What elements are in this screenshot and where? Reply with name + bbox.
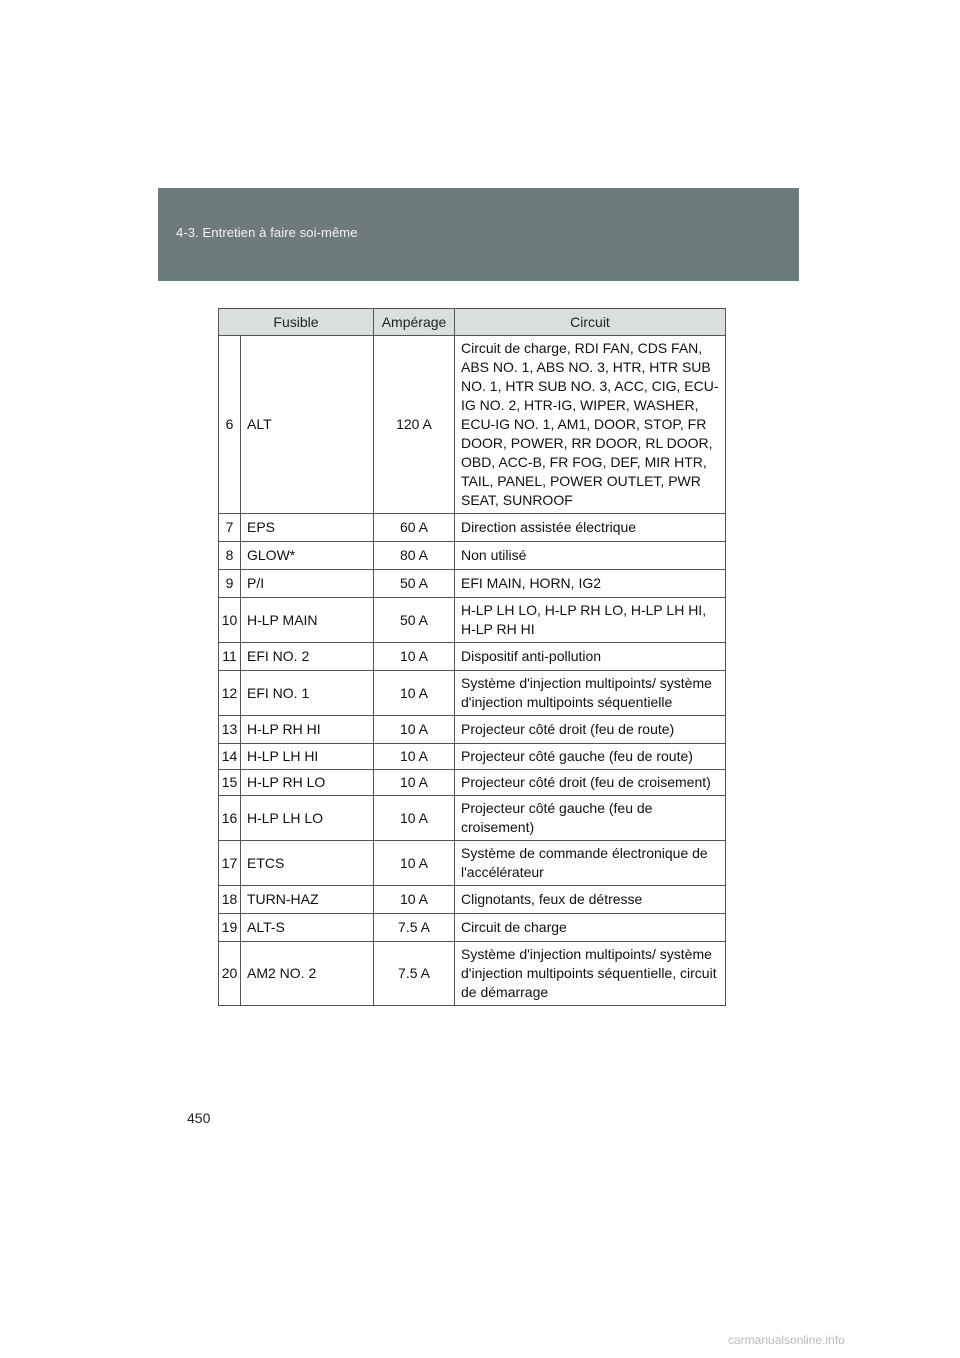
table-row — [219, 542, 726, 570]
fuse-amperage: 10 A — [374, 744, 455, 770]
fuse-name: ETCS — [241, 841, 374, 886]
table-row — [219, 671, 726, 716]
fuse-number: 20 — [219, 942, 241, 1006]
fuse-amperage: 10 A — [374, 886, 455, 914]
column-header-circuit: Circuit — [455, 309, 726, 336]
table-row — [219, 770, 726, 796]
fuse-circuit: Circuit de charge, RDI FAN, CDS FAN, ABS NO. 1, ABS NO. 3, HTR, HTR SUB NO. 1, HTR SUB NO. 3, ACC, CIG, ECU-IG NO. 2, HTR-IG, WIPER, WASHER, ECU-IG NO. 1, AM1, DOOR, STOP, FR DOOR, POWER, RR DOOR, RL DOOR, OBD, ACC-B, FR FOG, DEF, MIR HTR, TAIL, PANEL, POWER OUTLET, PWR SEAT, SUNROOF — [455, 336, 726, 514]
column-header-fuse: Fusible — [219, 309, 374, 336]
fuse-circuit: Clignotants, feux de détresse — [455, 886, 726, 914]
section-title: 4-3. Entretien à faire soi-même — [176, 225, 358, 240]
fuse-amperage: 10 A — [374, 643, 455, 671]
table-row — [219, 942, 726, 1006]
fuse-number: 11 — [219, 643, 241, 671]
table-row — [219, 336, 726, 514]
fuse-amperage: 10 A — [374, 671, 455, 716]
fuse-circuit: Système d'injection multipoints/ système d'injection multipoints séquentielle — [455, 671, 726, 716]
fuse-number: 13 — [219, 716, 241, 744]
fuse-amperage: 10 A — [374, 716, 455, 744]
fuse-circuit: Projecteur côté droit (feu de croisement) — [455, 770, 726, 796]
fuse-circuit: Projecteur côté gauche (feu de route) — [455, 744, 726, 770]
fuse-amperage: 10 A — [374, 841, 455, 886]
fuse-circuit: Projecteur côté gauche (feu de croisement) — [455, 796, 726, 841]
column-header-amperage: Ampérage — [374, 309, 455, 336]
fuse-circuit: Système d'injection multipoints/ système d'injection multipoints séquentielle, circuit de démarrage — [455, 942, 726, 1006]
fuse-number: 10 — [219, 598, 241, 643]
fuse-name: H-LP RH LO — [241, 770, 374, 796]
fuse-number: 9 — [219, 570, 241, 598]
fuse-table — [218, 308, 726, 1006]
fuse-number: 14 — [219, 744, 241, 770]
fuse-amperage: 10 A — [374, 796, 455, 841]
fuse-name: EPS — [241, 514, 374, 542]
fuse-amperage: 60 A — [374, 514, 455, 542]
fuse-circuit: Projecteur côté droit (feu de route) — [455, 716, 726, 744]
fuse-name: EFI NO. 2 — [241, 643, 374, 671]
fuse-name: H-LP MAIN — [241, 598, 374, 643]
fuse-number: 19 — [219, 914, 241, 942]
table-row — [219, 598, 726, 643]
fuse-name: ALT-S — [241, 914, 374, 942]
fuse-name: H-LP RH HI — [241, 716, 374, 744]
watermark: carmanualsonline.info — [728, 1333, 845, 1347]
table-row — [219, 643, 726, 671]
fuse-amperage: 10 A — [374, 770, 455, 796]
table-row — [219, 514, 726, 542]
table-header-row — [219, 309, 726, 336]
fuse-amperage: 7.5 A — [374, 942, 455, 1006]
fuse-name: H-LP LH LO — [241, 796, 374, 841]
fuse-number: 12 — [219, 671, 241, 716]
fuse-amperage: 7.5 A — [374, 914, 455, 942]
fuse-number: 7 — [219, 514, 241, 542]
fuse-circuit: H-LP LH LO, H-LP RH LO, H-LP LH HI, H-LP RH HI — [455, 598, 726, 643]
fuse-name: GLOW* — [241, 542, 374, 570]
fuse-amperage: 80 A — [374, 542, 455, 570]
fuse-number: 15 — [219, 770, 241, 796]
fuse-name: TURN-HAZ — [241, 886, 374, 914]
fuse-circuit: Non utilisé — [455, 542, 726, 570]
fuse-circuit: Dispositif anti-pollution — [455, 643, 726, 671]
table-row — [219, 570, 726, 598]
fuse-amperage: 50 A — [374, 570, 455, 598]
table-row — [219, 744, 726, 770]
fuse-number: 8 — [219, 542, 241, 570]
fuse-circuit: Système de commande électronique de l'accélérateur — [455, 841, 726, 886]
fuse-name: AM2 NO. 2 — [241, 942, 374, 1006]
fuse-number: 18 — [219, 886, 241, 914]
section-header-band — [158, 188, 799, 281]
table-row — [219, 716, 726, 744]
fuse-amperage: 120 A — [374, 336, 455, 514]
fuse-name: EFI NO. 1 — [241, 671, 374, 716]
table-row — [219, 886, 726, 914]
fuse-name: H-LP LH HI — [241, 744, 374, 770]
fuse-circuit: Direction assistée électrique — [455, 514, 726, 542]
table-row — [219, 841, 726, 886]
fuse-circuit: EFI MAIN, HORN, IG2 — [455, 570, 726, 598]
fuse-number: 17 — [219, 841, 241, 886]
table-row — [219, 796, 726, 841]
fuse-number: 6 — [219, 336, 241, 514]
fuse-number: 16 — [219, 796, 241, 841]
fuse-amperage: 50 A — [374, 598, 455, 643]
table-row — [219, 914, 726, 942]
fuse-circuit: Circuit de charge — [455, 914, 726, 942]
page-number: 450 — [187, 1110, 211, 1126]
fuse-name: P/I — [241, 570, 374, 598]
fuse-name: ALT — [241, 336, 374, 514]
